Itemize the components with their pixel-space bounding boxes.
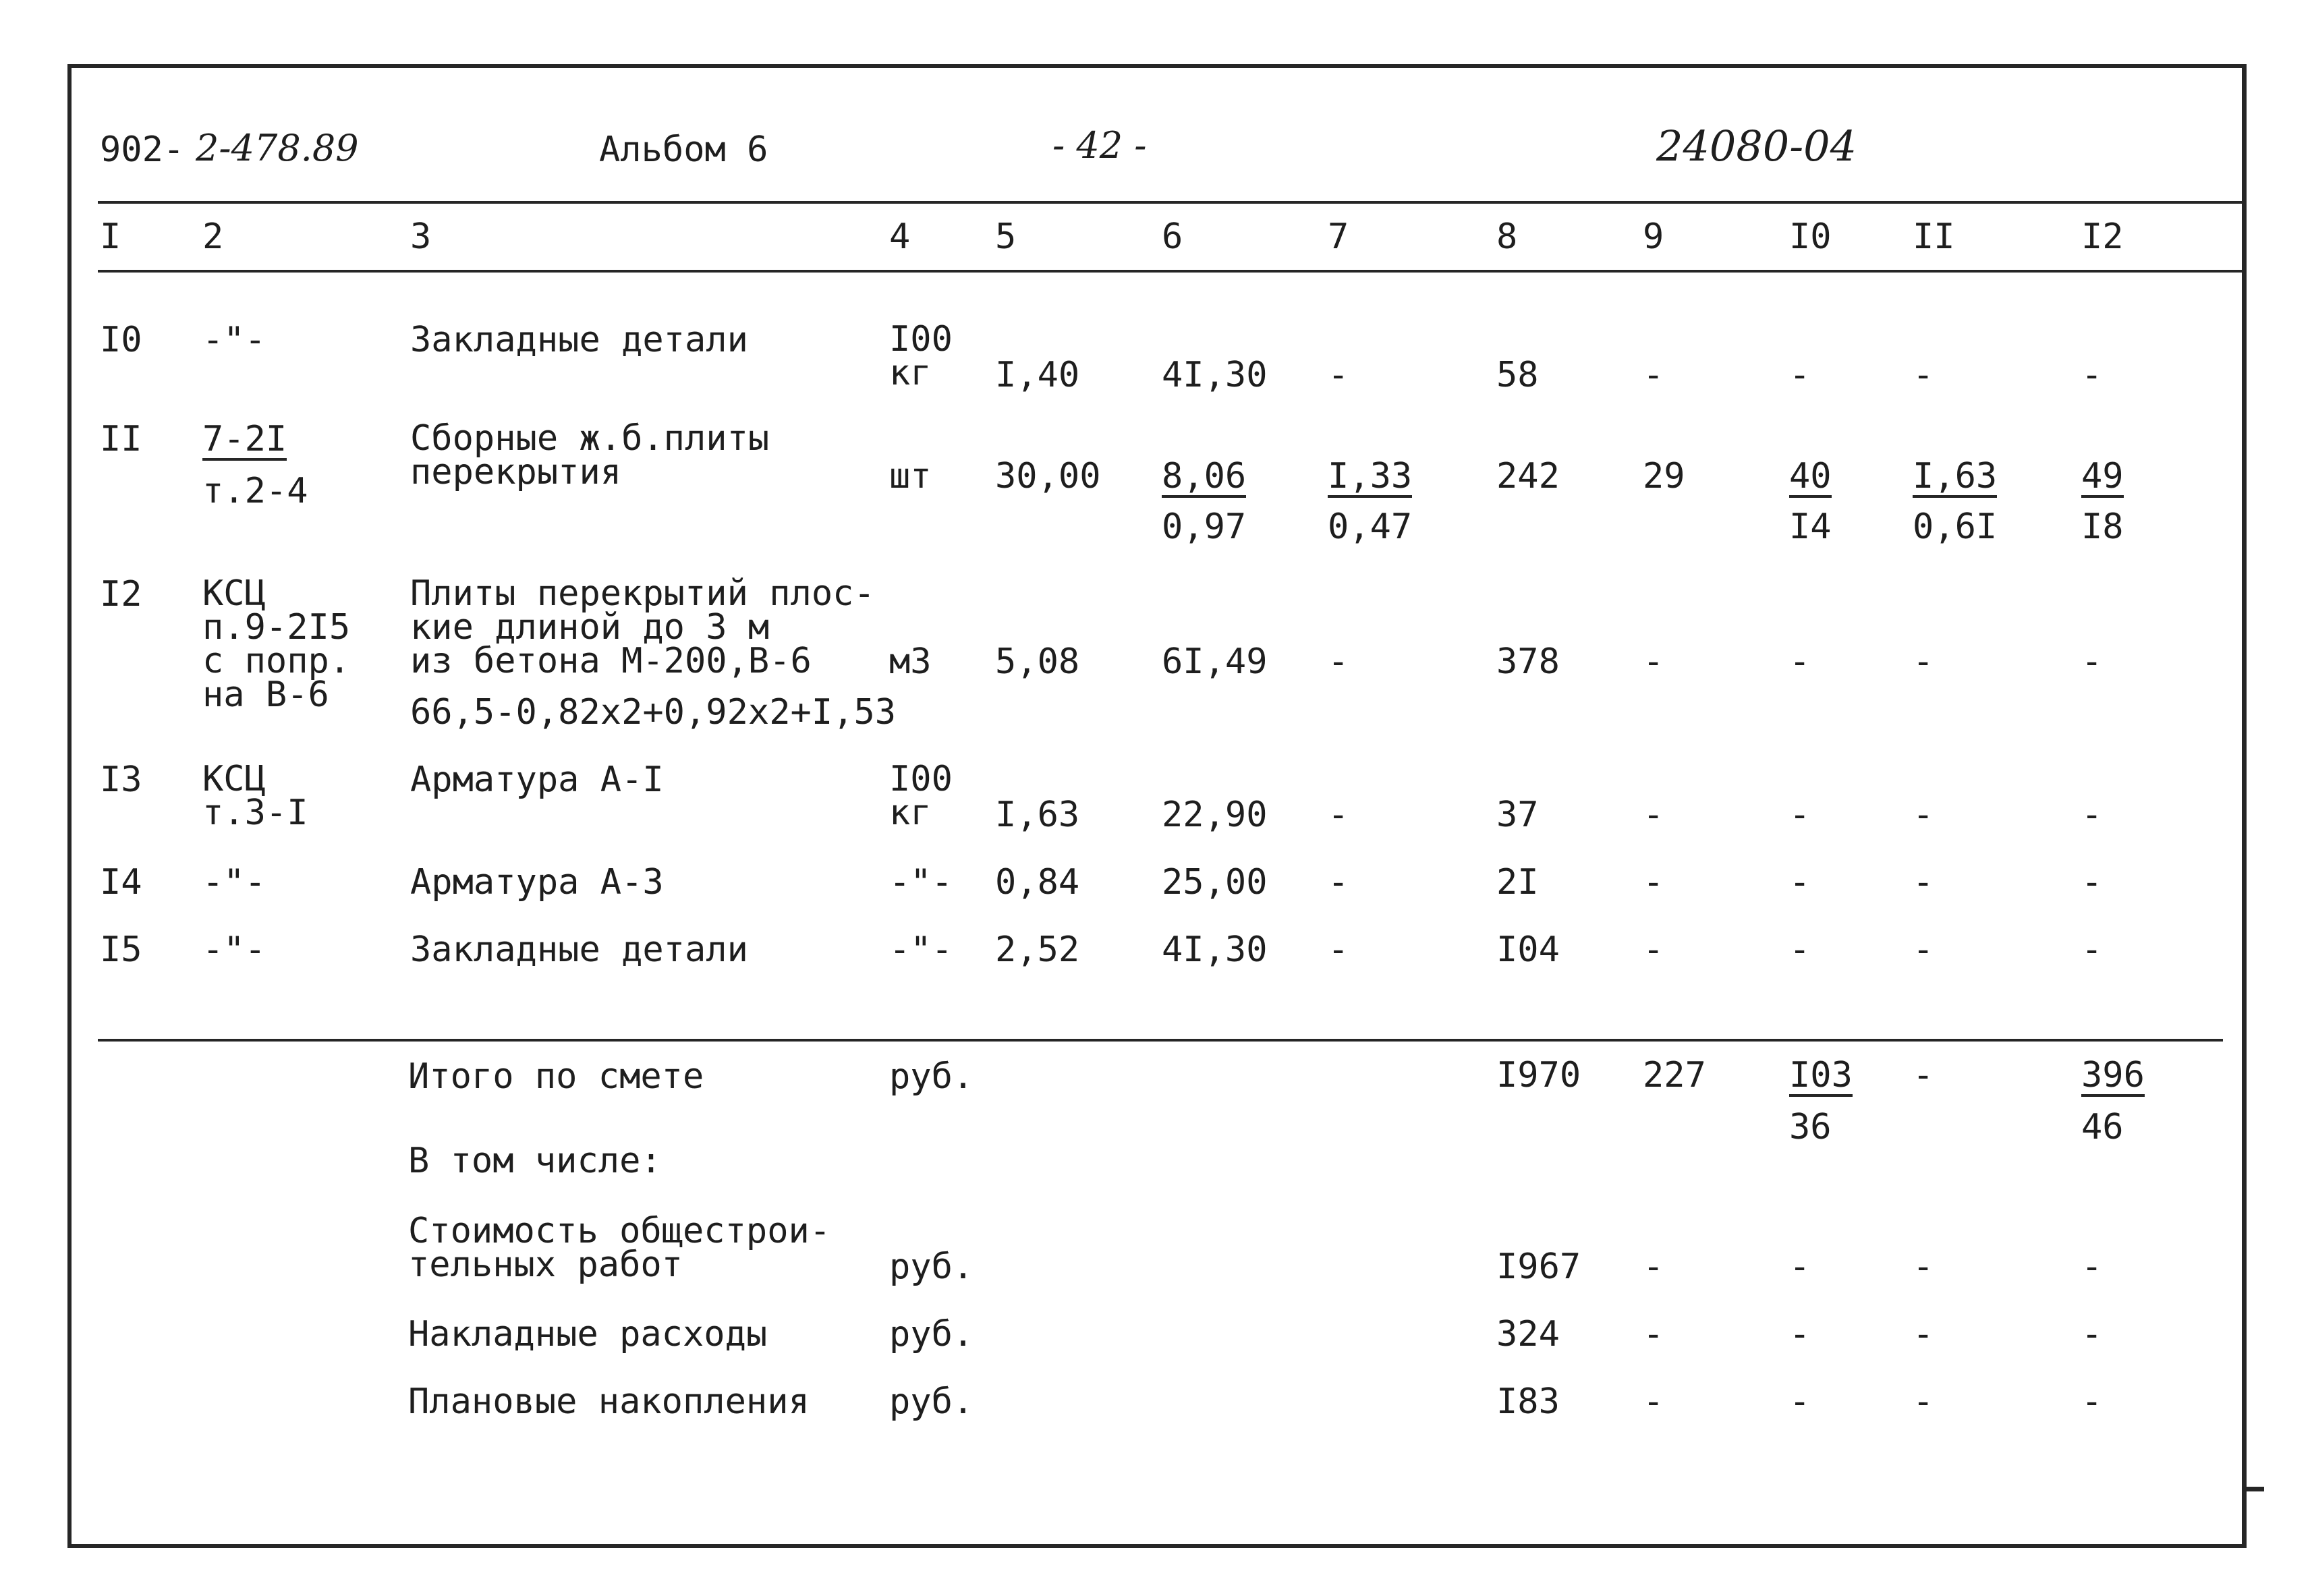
row-col11: -	[1913, 930, 1934, 970]
totals-col12: -	[2081, 1247, 2103, 1287]
row-col10: -	[1789, 930, 1811, 970]
row-col8: 378	[1496, 642, 1560, 682]
row-col11: -	[1913, 862, 1934, 903]
row-col6-sub: 0,97	[1162, 507, 1247, 547]
col-header-9: 9	[1643, 217, 1664, 257]
row-reference: -"-	[202, 930, 266, 970]
col-header-12: I2	[2081, 217, 2124, 257]
row-name-formula: 66,5-0,82x2+0,92x2+I,53	[410, 692, 897, 733]
totals-col10-sub: 36	[1789, 1107, 1832, 1147]
col-header-4: 4	[889, 217, 911, 257]
totals-col11: -	[1913, 1247, 1934, 1287]
totals-name: Итого по смете	[408, 1056, 704, 1097]
row-number: I3	[100, 760, 142, 800]
totals-col8: 324	[1496, 1314, 1560, 1355]
row-number: I0	[100, 320, 142, 360]
totals-col8: I970	[1496, 1055, 1581, 1095]
row-col5: 30,00	[995, 456, 1101, 496]
header-bottom-rule	[98, 270, 2243, 273]
including-label: В том числе:	[408, 1141, 662, 1181]
row-col8: 37	[1496, 795, 1539, 835]
col-header-10: I0	[1789, 217, 1832, 257]
row-number: I2	[100, 574, 142, 615]
row-col6: 22,90	[1162, 795, 1268, 835]
totals-col11: -	[1913, 1381, 1934, 1422]
row-col12: 49	[2081, 456, 2124, 496]
row-col12: -	[2081, 930, 2103, 970]
document-number: 24080-04	[1656, 121, 1857, 171]
row-unit: м3	[889, 642, 932, 682]
row-unit: -"-	[889, 930, 953, 970]
totals-name: Стоимость общестрои- тельных работ	[408, 1211, 831, 1285]
row-col5: I,40	[995, 355, 1080, 395]
row-col5: 5,08	[995, 642, 1080, 682]
col-header-1: I	[100, 217, 121, 257]
row-col9: -	[1643, 642, 1664, 682]
header-top-rule	[98, 201, 2243, 204]
row-col8: I04	[1496, 930, 1560, 970]
row-col9: -	[1643, 795, 1664, 835]
row-reference: КСЦ п.9-2I5 с попр. на В-6	[202, 573, 351, 715]
row-col7: I,33	[1328, 456, 1413, 496]
totals-col8: I967	[1496, 1247, 1581, 1287]
totals-col12: -	[2081, 1314, 2103, 1355]
row-col7: -	[1328, 862, 1349, 903]
totals-col9: -	[1643, 1247, 1664, 1287]
project-prefix: 902-	[100, 130, 185, 170]
totals-name: Плановые накопления	[408, 1381, 810, 1422]
row-col10: 40	[1789, 456, 1832, 496]
row-col6: 8,06	[1162, 456, 1247, 496]
totals-col11: -	[1913, 1055, 1934, 1095]
row-col6: 4I,30	[1162, 355, 1268, 395]
totals-col11: -	[1913, 1314, 1934, 1355]
row-col10: -	[1789, 862, 1811, 903]
row-col8: 58	[1496, 355, 1539, 395]
row-col7: -	[1328, 795, 1349, 835]
totals-col12-sub: 46	[2081, 1107, 2124, 1147]
col-header-11: II	[1913, 217, 1955, 257]
row-col11-sub: 0,6I	[1913, 507, 1998, 547]
row-col5: 0,84	[995, 862, 1080, 903]
row-unit: I00 кг	[889, 319, 953, 393]
row-col11: -	[1913, 355, 1934, 395]
row-col7: -	[1328, 642, 1349, 682]
row-col8: 2I	[1496, 862, 1539, 903]
totals-unit: руб.	[889, 1247, 974, 1287]
row-name: Закладные детали	[410, 320, 748, 360]
page-number: - 42 -	[1052, 124, 1147, 167]
row-number: I4	[100, 862, 142, 903]
row-col8: 242	[1496, 456, 1560, 496]
row-col12: -	[2081, 862, 2103, 903]
row-reference: КСЦ т.3-I	[202, 759, 308, 833]
row-reference: -"-	[202, 320, 266, 360]
row-col10: -	[1789, 795, 1811, 835]
row-col7: -	[1328, 355, 1349, 395]
row-col12: -	[2081, 642, 2103, 682]
col-header-6: 6	[1162, 217, 1183, 257]
col-header-3: 3	[410, 217, 432, 257]
frame-tick	[2244, 1487, 2264, 1491]
row-number: I5	[100, 930, 142, 970]
row-col9: -	[1643, 930, 1664, 970]
totals-unit: руб.	[889, 1381, 974, 1422]
row-reference: 7-2I	[202, 419, 287, 459]
row-reference-table: т.2-4	[202, 471, 308, 511]
row-col10: -	[1789, 355, 1811, 395]
row-col12: -	[2081, 795, 2103, 835]
row-col11: -	[1913, 642, 1934, 682]
row-col6: 25,00	[1162, 862, 1268, 903]
col-header-2: 2	[202, 217, 224, 257]
row-unit: -"-	[889, 862, 953, 903]
totals-col9: -	[1643, 1314, 1664, 1355]
row-number: II	[100, 419, 142, 459]
row-unit: шт	[889, 456, 932, 496]
totals-col10: I03	[1789, 1055, 1853, 1095]
row-col12-sub: I8	[2081, 507, 2124, 547]
col-header-8: 8	[1496, 217, 1518, 257]
project-code: 2-478.89	[196, 127, 359, 169]
totals-col9: 227	[1643, 1055, 1706, 1095]
totals-rule	[98, 1039, 2223, 1042]
album-label: Альбом 6	[599, 130, 768, 170]
row-col10: -	[1789, 642, 1811, 682]
row-name: Сборные ж.б.плиты перекрытия	[410, 418, 770, 492]
totals-col8: I83	[1496, 1381, 1560, 1422]
col-header-5: 5	[995, 217, 1017, 257]
row-col9: -	[1643, 862, 1664, 903]
row-col6: 6I,49	[1162, 642, 1268, 682]
totals-col12: 396	[2081, 1055, 2145, 1095]
row-col11: I,63	[1913, 456, 1998, 496]
row-col7: -	[1328, 930, 1349, 970]
row-name: Плиты перекрытий плос- кие длиной до 3 м из бетона М-200,В-6	[410, 573, 875, 681]
row-unit: I00 кг	[889, 759, 953, 833]
totals-col10: -	[1789, 1381, 1811, 1422]
totals-unit: руб.	[889, 1056, 974, 1097]
row-col12: -	[2081, 355, 2103, 395]
row-name: Арматура А-3	[410, 862, 664, 903]
row-col9: 29	[1643, 456, 1685, 496]
col-header-7: 7	[1328, 217, 1349, 257]
row-col5: 2,52	[995, 930, 1080, 970]
totals-col10: -	[1789, 1314, 1811, 1355]
row-col9: -	[1643, 355, 1664, 395]
row-col11: -	[1913, 795, 1934, 835]
row-col6: 4I,30	[1162, 930, 1268, 970]
totals-col12: -	[2081, 1381, 2103, 1422]
totals-name: Накладные расходы	[408, 1314, 768, 1355]
row-col7-sub: 0,47	[1328, 507, 1413, 547]
row-name: Арматура А-I	[410, 760, 664, 800]
row-col10-sub: I4	[1789, 507, 1832, 547]
totals-col9: -	[1643, 1381, 1664, 1422]
row-name: Закладные детали	[410, 930, 748, 970]
totals-col10: -	[1789, 1247, 1811, 1287]
row-col5: I,63	[995, 795, 1080, 835]
totals-unit: руб.	[889, 1314, 974, 1355]
row-reference: -"-	[202, 862, 266, 903]
